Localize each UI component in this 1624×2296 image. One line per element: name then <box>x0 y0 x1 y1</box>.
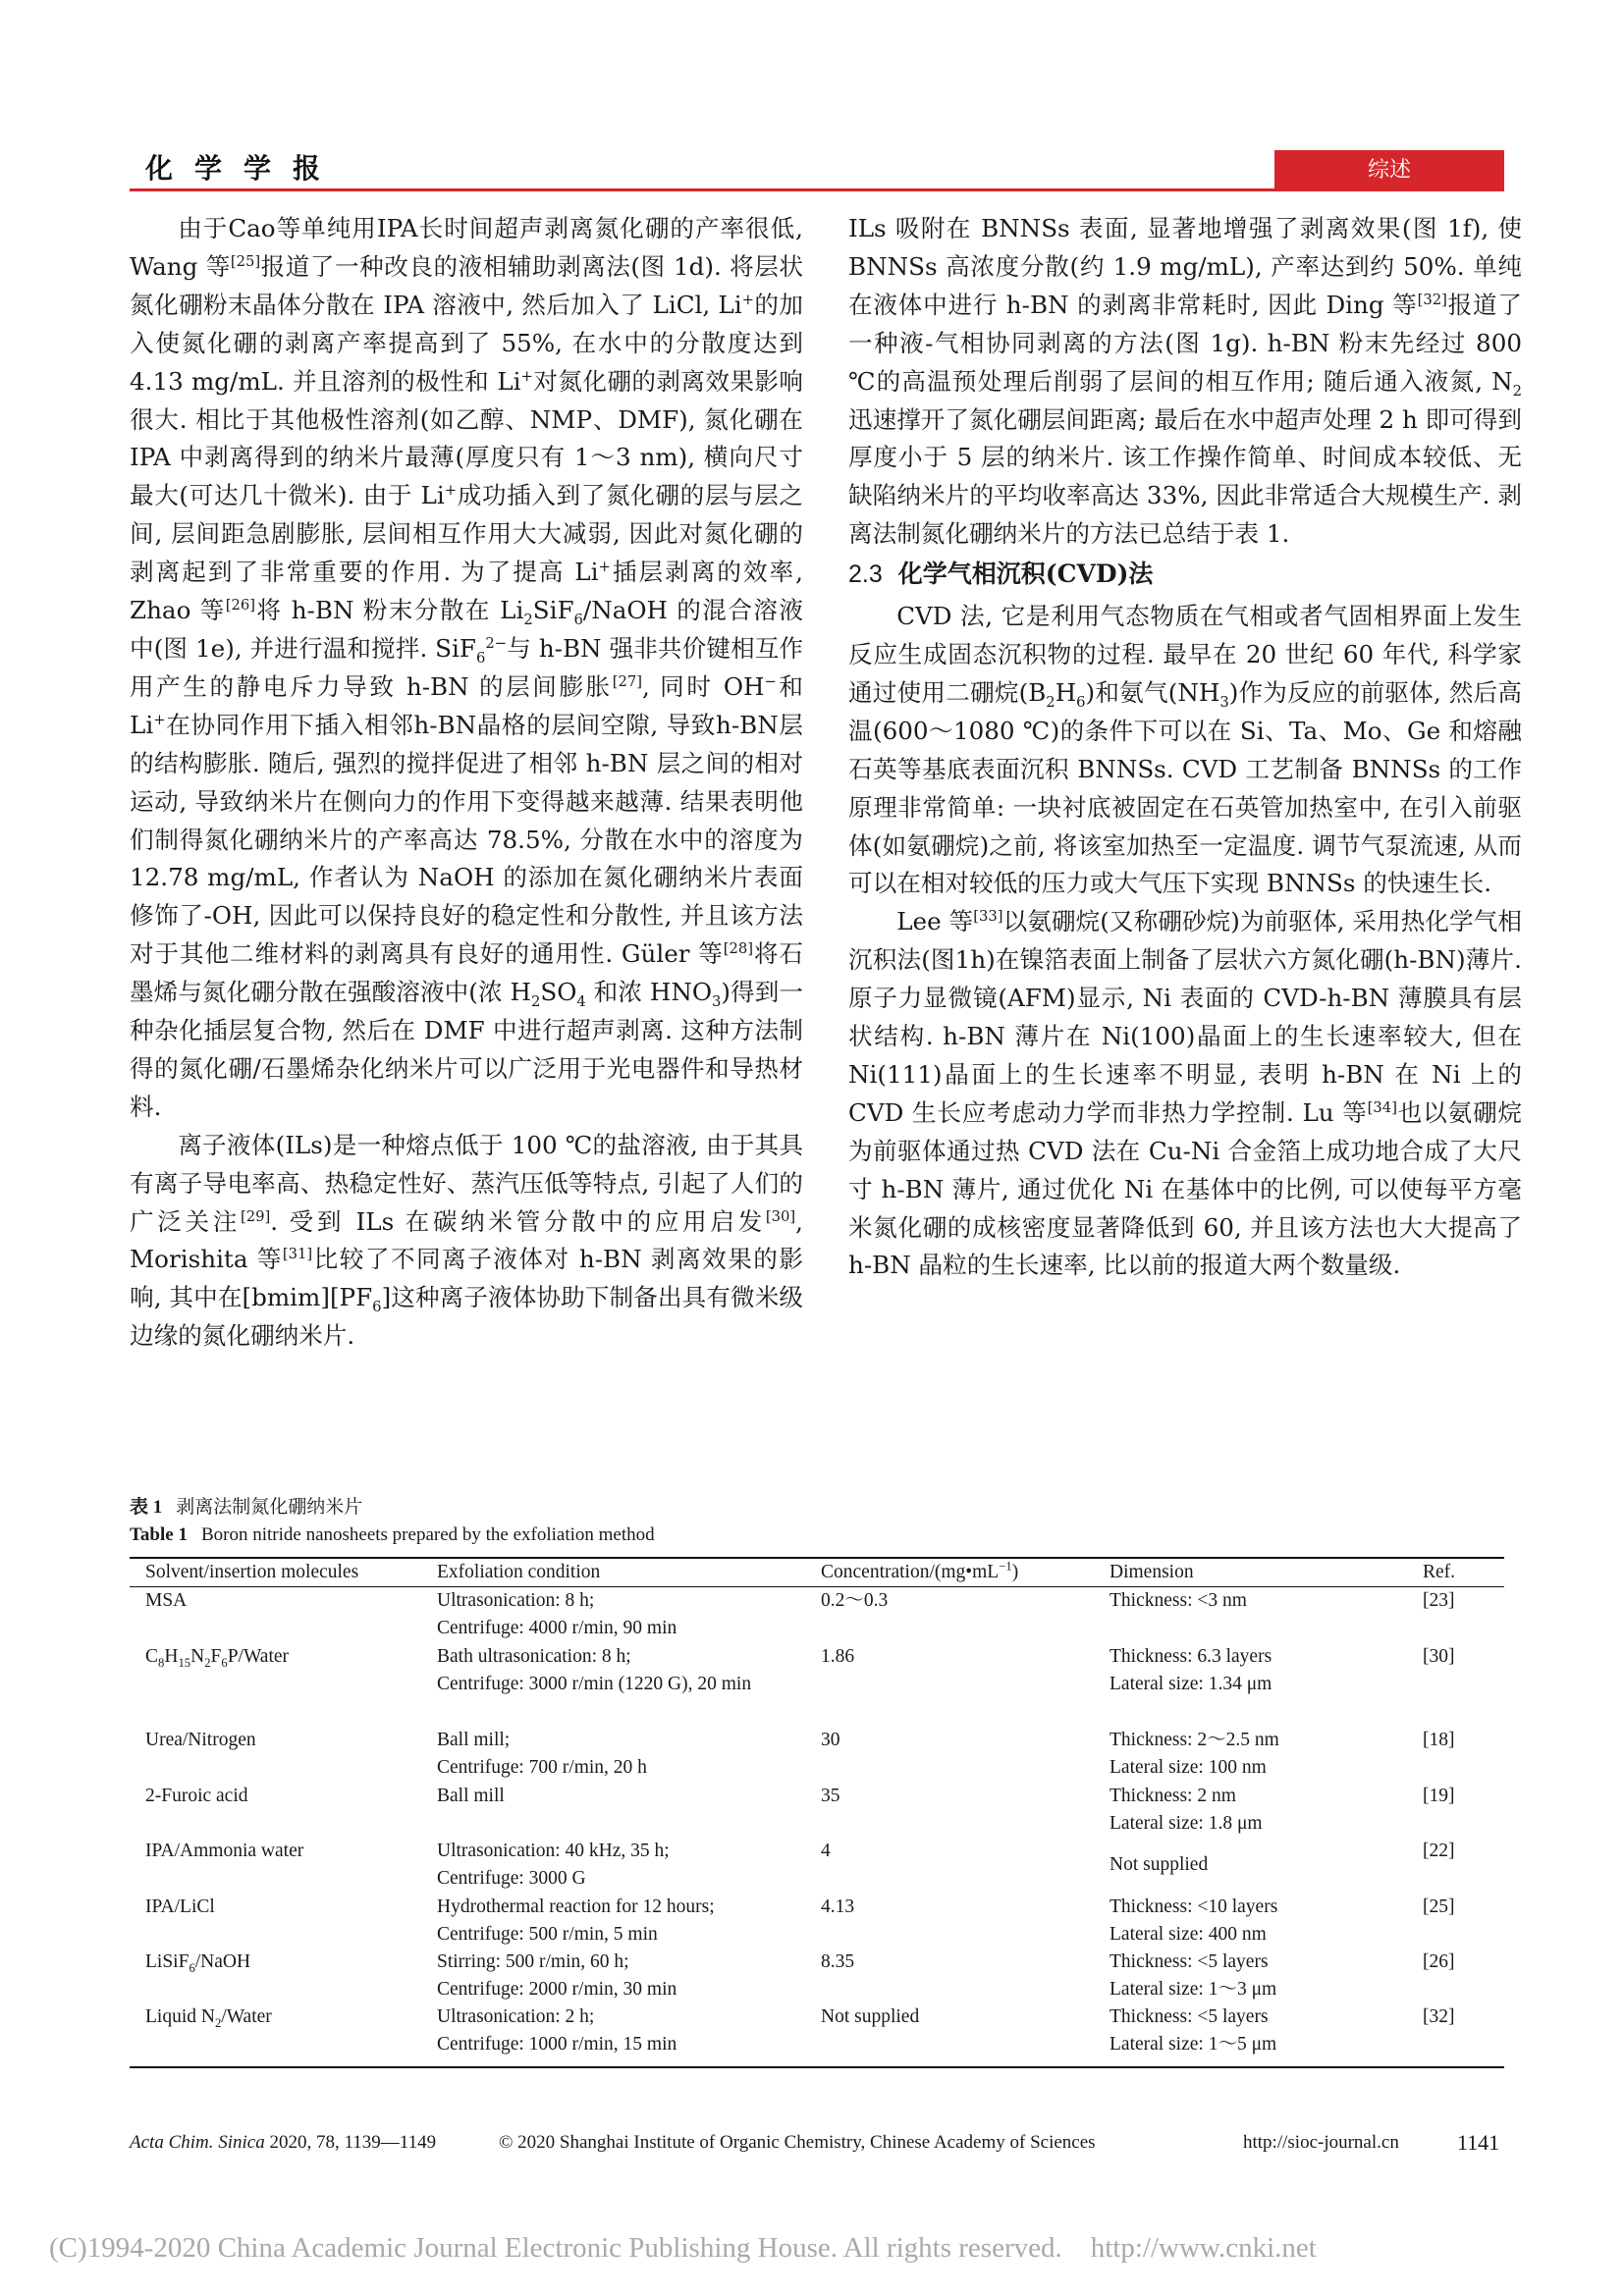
paragraph: 离子液体(ILs)是一种熔点低于 100 ℃的盐溶液, 由于其具有离子导电率高、热稳定性好、蒸汽压低等特点, 引起了人们的广泛关注[29]. 受到 ILs 在碳纳米管分散中的应用启发[30], Morishita 等[31]比较了不同离子液体对 h-BN 剥离效果的影响, 其中在$[bmim][PF_6]$这种离子液体协助下制备出具有微米级边缘的氮化硼纳米片. <box>130 1130 803 1351</box>
table-caption-en: Boron nitride nanosheets prepared by the exfoliation method <box>200 1524 655 1545</box>
citation-ref[interactable]: [31] <box>282 1246 313 1263</box>
table-cell-dimension: Thickness: 6.3 layers Lateral size: 1.34 μm <box>1110 1646 1272 1694</box>
table-cell-concentration: 8.35 <box>821 1951 855 1972</box>
citation-ref[interactable]: [29] <box>241 1207 271 1225</box>
table-cell-condition: Ball mill <box>437 1786 505 1806</box>
citation-ref[interactable]: [33] <box>973 908 1003 926</box>
table-cell-dimension: Thickness: 2 nm Lateral size: 1.8 μm <box>1110 1786 1263 1834</box>
section-heading <box>848 556 1522 594</box>
table-cell-solvent: Liquid $N_2$/Water <box>145 2006 272 2030</box>
citation-ref[interactable]: [30] <box>765 1207 796 1225</box>
table-rule-bottom <box>130 2066 1504 2068</box>
table-cell-solvent: $C_8H_{15}N_2F_6P$/Water <box>145 1646 290 1670</box>
table-cell-solvent: MSA <box>145 1590 188 1611</box>
citation-ref[interactable]: [32] <box>1417 291 1447 308</box>
table-cell-condition: Stirring: 500 r/min, 60 h; Centrifuge: 2000 r/min, 30 min <box>437 1951 677 2000</box>
table-cell-condition: Ultrasonication: 2 h; Centrifuge: 1000 r/min, 15 min <box>437 2006 677 2055</box>
citation-ref[interactable]: [26] <box>225 596 255 614</box>
table-cell-concentration: Not supplied <box>821 2006 920 2027</box>
section-number: 2.3 <box>848 561 883 589</box>
table-cell-ref: [19] <box>1423 1786 1455 1806</box>
table-cell-dimension: Thickness: <5 layers Lateral size: 1～3 μm <box>1110 1951 1277 2000</box>
table-cell-ref: [18] <box>1423 1730 1455 1750</box>
left-column <box>130 210 803 1356</box>
table-cell-solvent: Urea/Nitrogen <box>145 1730 256 1750</box>
table-cell-concentration: 35 <box>821 1786 840 1806</box>
table-cell-solvent: 2-Furoic acid <box>145 1786 248 1806</box>
table-cell-concentration: 30 <box>821 1730 840 1750</box>
paragraph: CVD 法, 它是利用气态物质在气相或者气固相界面上发生反应生成固态沉积物的过程. 最早在 20 世纪 60 年代, 科学家通过使用二硼烷$(B_2H_6)$和氨气$(NH_3)$作为反应的前驱体, 然后高温(600～1080 ℃)的条件下可以在 Si、Ta、Mo、Ge 和熔融石英等基底表面沉积 BNNSs. CVD 工艺制备 BNNSs 的工作原理非常简单: 一块衬底被固定在石英管加热室中, 在引入前驱体(如氨硼烷)之前, 将该室加热至一定温度. 调节气泵流速, 从而可以在相对较低的压力或大气压下实现 BNNSs 的快速生长. <box>848 602 1522 898</box>
section-badge: 综述 <box>1274 150 1504 191</box>
table-cell-solvent: IPA/LiCl <box>145 1896 215 1917</box>
paragraph: ILs 吸附在 BNNSs 表面, 显著地增强了剥离效果(图 1f), 使 BNNSs 高浓度分散(约 1.9 mg/mL), 产率达到约 50%. 单纯在液体中进行 h-BN 的剥离非常耗时, 因此 Ding 等[32]报道了一种液-气相协同剥离的方法(图 1g). h-BN 粉末先经过 800 ℃的高温预处理后削弱了层间的相互作用; 随后通入液氮, $N_2$ 迅速撑开了氮化硼层间距离; 最后在水中超声处理 2 h 即可得到厚度小于 5 层的纳米片. 该工作操作简单、时间成本较低、无缺陷纳米片的平均收率高达 33%, 因此非常适合大规模生产. 剥离法制氮化硼纳米片的方法已总结于表 1. <box>848 214 1522 549</box>
table-cell-condition: Ball mill; Centrifuge: 700 r/min, 20 h <box>437 1730 647 1778</box>
table-cell-ref: [22] <box>1423 1841 1455 1861</box>
table-cell-ref: [26] <box>1423 1951 1455 1972</box>
table-cell-concentration: 4 <box>821 1841 831 1861</box>
table-cell-condition: Bath ultrasonication: 8 h; Centrifuge: 3000 r/min (1220 G), 20 min <box>437 1646 752 1694</box>
column-header-condition: Exfoliation condition <box>437 1562 601 1582</box>
citation-ref[interactable]: [28] <box>723 940 753 958</box>
citation-ref[interactable]: [27] <box>612 672 642 690</box>
table-label-en: Table 1 <box>130 1524 188 1545</box>
table-cell-ref: [25] <box>1423 1896 1455 1917</box>
column-header-dimension: Dimension <box>1110 1562 1194 1582</box>
paragraph: Lee 等[33]以氨硼烷(又称硼砂烷)为前驱体, 采用热化学气相沉积法(图1h)在镍箔表面上制备了层状六方氮化硼(h-BN)薄片. 原子力显微镜(AFM)显示, Ni 表面的 CVD-h-BN 薄膜具有层状结构. h-BN 薄片在 Ni(100)晶面上的生长速率较大, 但在 Ni(111)晶面上的生长速率不明显, 表明 h-BN 在 Ni 上的 CVD 生长应考虑动力学而非热力学控制. Lu 等[34]也以氨硼烷为前驱体通过热 CVD 法在 Cu-Ni 合金箔上成功地合成了大尺寸 h-BN 薄片, 通过优化 Ni 在基体中的比例, 可以使每平方毫米氮化硼的成核密度显著降低到 60, 并且该方法也大大提高了 h-BN 晶粒的生长速率, 比以前的报道大两个数量级. <box>848 907 1522 1280</box>
citation-ref[interactable]: [34] <box>1367 1098 1397 1116</box>
paragraph: 由于Cao等单纯用IPA长时间超声剥离氮化硼的产率很低, Wang 等[25]报道了一种改良的液相辅助剥离法(图 1d). 将层状氮化硼粉末晶体分散在 IPA 溶液中, 然后加入了 LiCl, Li+的加入使氮化硼的剥离产率提高到了 55%, 在水中的分散度达到 4.13 mg/mL. 并且溶剂的极性和 Li+对氮化硼的剥离效果影响很大. 相比于其他极性溶剂(如乙醇、NMP、DMF), 氮化硼在 IPA 中剥离得到的纳米片最薄(厚度只有 1～3 nm), 横向尺寸最大(可达几十微米). 由于 Li+成功插入到了氮化硼的层与层之间, 层间距急剧膨胀, 层间相互作用大大减弱, 因此对氮化硼的剥离起到了非常重要的作用. 为了提高 Li+插层剥离的效率, Zhao 等[26]将 h-BN 粉末分散在 $Li_2SiF_6$/NaOH 的混合溶液中(图 1e), 并进行温和搅拌. SiF$_6^{2-}$与 h-BN 强非共价键相互作用产生的静电斥力导致 h-BN 的层间膨胀[27], 同时 OH−和 Li+在协同作用下插入相邻h-BN晶格的层间空隙, 导致h-BN层的结构膨胀. 随后, 强烈的搅拌促进了相邻 h-BN 层之间的相对运动, 导致纳米片在侧向力的作用下变得越来越薄. 结果表明他们制得氮化硼纳米片的产率高达 78.5%, 分散在水中的溶度为 12.78 mg/mL, 作者认为 NaOH 的添加在氮化硼纳米片表面修饰了-OH, 因此可以保持良好的稳定性和分散性, 并且该方法对于其他二维材料的剥离具有良好的通用性. Güler 等[28]将石墨烯与氮化硼分散在强酸溶液中(浓 $H_2SO_4$ 和浓 $HNO_3$)得到一种杂化插层复合物, 然后在 DMF 中进行超声剥离. 这种方法制得的氮化硼/石墨烯杂化纳米片可以广泛用于光电器件和导热材料. <box>130 214 803 1121</box>
table-cell-condition: Hydrothermal reaction for 12 hours; Centrifuge: 500 r/min, 5 min <box>437 1896 715 1945</box>
table-cell-ref: [23] <box>1423 1590 1455 1611</box>
table-cell-solvent: IPA/Ammonia water <box>145 1841 304 1861</box>
table-cell-solvent: LiSiF$_6$/NaOH <box>145 1951 251 1975</box>
table-cell-concentration: 4.13 <box>821 1896 855 1917</box>
footer-url[interactable]: http://sioc-journal.cn <box>1243 2132 1399 2153</box>
journal-title: 化学学报 <box>145 152 343 185</box>
table-cell-concentration: 1.86 <box>821 1646 855 1667</box>
table-cell-condition: Ultrasonication: 40 kHz, 35 h; Centrifuge: 3000 G <box>437 1841 670 1889</box>
citation-ref[interactable]: [25] <box>230 252 261 270</box>
table-cell-concentration: 0.2～0.3 <box>821 1590 889 1611</box>
table-cell-dimension: Thickness: <5 layers Lateral size: 1～5 μm <box>1110 2006 1277 2055</box>
table-cell-dimension: Thickness: <3 nm <box>1110 1590 1247 1611</box>
footer-copyright: © 2020 Shanghai Institute of Organic Chemistry, Chinese Academy of Sciences <box>499 2132 1096 2153</box>
section-title: 化学气相沉积(CVD)法 <box>897 560 1154 589</box>
cnki-watermark: (C)1994-2020 China Academic Journal Electronic Publishing House. All rights reserved. http://www.cnki.net <box>49 2232 1317 2264</box>
page-number: 1141 <box>1457 2130 1500 2155</box>
footer-citation: Acta Chim. Sinica 2020, 78, 1139—1149 <box>130 2132 437 2153</box>
table-label-cn: 表 1 <box>130 1497 163 1518</box>
table-cell-condition: Ultrasonication: 8 h; Centrifuge: 4000 r/min, 90 min <box>437 1590 677 1638</box>
table-cell-ref: [30] <box>1423 1646 1455 1667</box>
table-cell-dimension: Thickness: 2～2.5 nm Lateral size: 100 nm <box>1110 1730 1279 1778</box>
column-header-solvent: Solvent/insertion molecules <box>145 1562 359 1582</box>
column-header-concentration: Concentration/$(mg•mL^{-1})$ <box>821 1559 1019 1582</box>
table-caption-cn: 剥离法制氮化硼纳米片 <box>176 1497 363 1518</box>
table-cell-ref: [32] <box>1423 2006 1455 2027</box>
table-cell-dimension: Thickness: <10 layers Lateral size: 400 nm <box>1110 1896 1278 1945</box>
table-caption <box>130 1494 655 1549</box>
table-cell-dimension: Not supplied <box>1110 1854 1209 1875</box>
right-column <box>848 210 1522 1285</box>
column-header-ref: Ref. <box>1423 1562 1456 1582</box>
